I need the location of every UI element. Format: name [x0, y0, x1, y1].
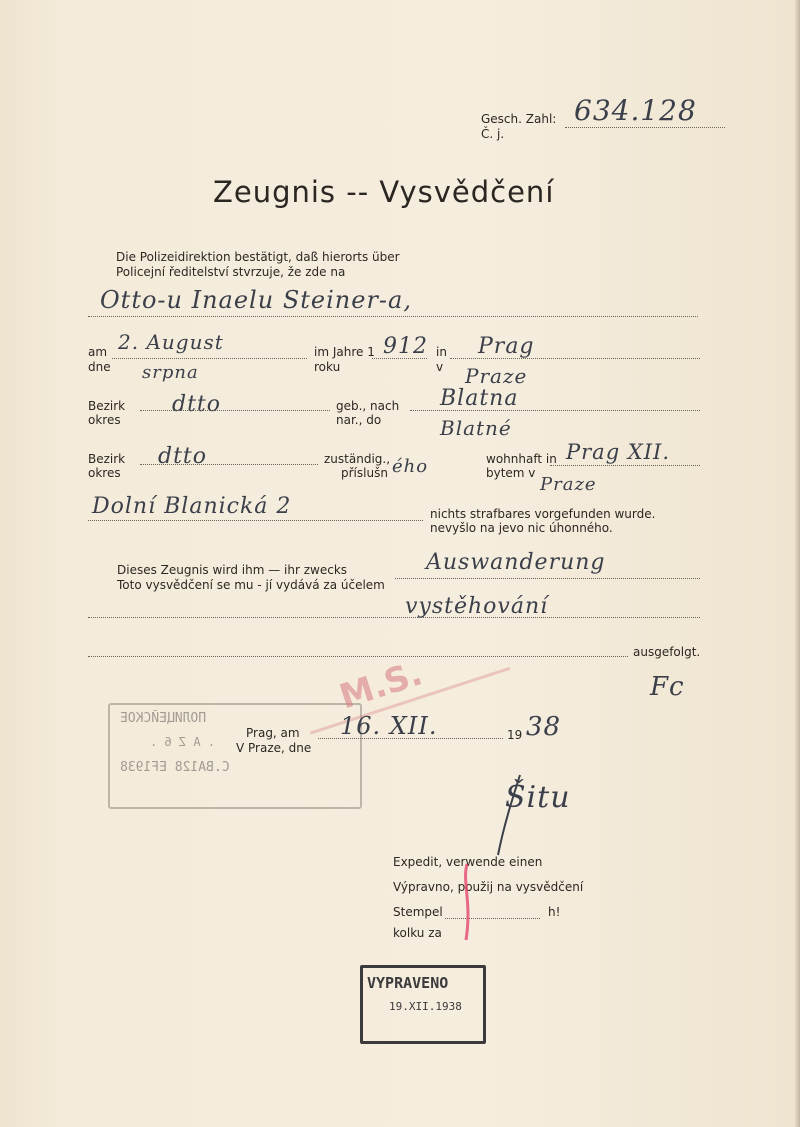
ausgefolgt-label: ausgefolgt.: [633, 645, 701, 659]
address-dotted-line: [88, 520, 423, 521]
residence-dotted-line: [550, 465, 700, 466]
v-label: v: [436, 360, 444, 374]
intro-cs: Policejní ředitelství stvrzuje, že zde na: [116, 265, 346, 279]
signature-stroke: [490, 770, 530, 860]
signature-handwritten: Šitu: [505, 780, 571, 815]
purpose-line-de: Dieses Zeugnis wird ihm — ihr zwecks: [117, 563, 348, 577]
faded-offset-stamp: ПОЛИЦЕЙСКОЕ . A Z 6 . C.BA128 EF1938: [108, 703, 362, 809]
district1-dotted-line: [140, 410, 330, 411]
purpose-dotted-line-1: [395, 578, 700, 579]
kolku-label: kolku za: [393, 926, 442, 940]
ref-number-handwritten: 634.128: [574, 94, 697, 127]
roku-label: roku: [314, 360, 341, 374]
page-edge-shadow: [794, 0, 800, 1127]
nichts-cs: nevyšlo na jevo nic úhonného.: [430, 521, 613, 535]
date-dotted-line: [318, 738, 503, 739]
wohnhaft-label: wohnhaft in: [486, 452, 557, 466]
birth-place-handwritten-cs: Praze: [465, 364, 528, 388]
geb-label: geb., nach: [336, 399, 400, 413]
district1-handwritten: dtto: [172, 392, 222, 417]
nichts-de: nichts strafbares vorgefunden wurde.: [430, 507, 656, 521]
h-label: h!: [548, 905, 561, 919]
red-pencil-mark: [460, 862, 474, 942]
okres-label-2: okres: [88, 466, 121, 480]
town-dotted-line: [410, 410, 700, 411]
ref-dotted-line: [565, 127, 725, 128]
expedit-line-2: Výpravno, použij na vysvědčení: [393, 880, 584, 894]
purpose-line-cs: Toto vysvědčení se mu - jí vydává za účelem: [117, 578, 385, 592]
purpose-handwritten-de: Auswanderung: [426, 550, 606, 575]
residence-handwritten-cs: Praze: [540, 474, 597, 495]
nar-label: nar., do: [336, 413, 382, 427]
initials-handwritten: Fc: [650, 672, 685, 702]
bezirk-label-1: Bezirk: [88, 399, 126, 413]
town-handwritten-de: Blatna: [440, 386, 519, 411]
dne-label: dne: [88, 360, 111, 374]
prag-am-label: Prag, am: [246, 726, 300, 740]
okres-label-1: okres: [88, 413, 121, 427]
intro-de: Die Polizeidirektion bestätigt, daß hierorts über: [116, 250, 400, 264]
v-praze-label: V Praze, dne: [236, 741, 312, 755]
prislusny-handwritten: ého: [392, 456, 429, 477]
birth-day-handwritten-de: 2. August: [118, 330, 224, 354]
birth-year-handwritten: 912: [383, 334, 428, 359]
purpose-handwritten-cs: vystěhování: [405, 594, 549, 619]
address-handwritten: Dolní Blanická 2: [92, 494, 292, 519]
district2-handwritten: dtto: [158, 444, 208, 469]
stamp-date-text: 19.XII.1938: [389, 1000, 462, 1013]
bytem-label: bytem v: [486, 466, 536, 480]
residence-handwritten-de: Prag XII.: [566, 440, 671, 464]
zustandig-label: zuständig.,: [324, 452, 391, 466]
date-day-handwritten: 16. XII.: [340, 712, 438, 740]
district2-dotted-line: [140, 464, 318, 465]
birth-year-dotted-line: [372, 358, 427, 359]
year-prefix: 19: [507, 728, 523, 742]
purpose-dotted-line-2: [88, 617, 700, 618]
birth-day-dotted-line: [112, 358, 307, 359]
date-year-handwritten: 38: [526, 712, 562, 742]
birth-place-dotted-line: [450, 358, 700, 359]
faded-red-stamp: M.S.: [291, 610, 519, 760]
vypraveno-stamp: [360, 965, 486, 1044]
stempel-label: Stempel: [393, 905, 443, 919]
name-handwritten: Otto-u Inaelu Steiner-a,: [100, 286, 412, 314]
name-dotted-line: [88, 316, 698, 317]
birth-day-handwritten-cs: srpna: [142, 362, 199, 383]
ref-label-de: Gesch. Zahl:: [481, 112, 557, 126]
jahre-label: im Jahre 1: [314, 345, 375, 359]
document-title: Zeugnis -- Vysvědčení: [213, 175, 555, 209]
prislusny-label: příslušn: [341, 466, 388, 480]
bezirk-label-2: Bezirk: [88, 452, 126, 466]
stamp-vypraveno-text: VYPRAVENO: [367, 974, 449, 992]
am-label: am: [88, 345, 108, 359]
expedit-line-1: Expedit, verwende einen: [393, 855, 543, 869]
town-handwritten-cs: Blatné: [440, 416, 512, 440]
birth-place-handwritten-de: Prag: [478, 334, 535, 359]
ref-label-cs: Č. j.: [481, 127, 505, 141]
in-label: in: [436, 345, 447, 359]
